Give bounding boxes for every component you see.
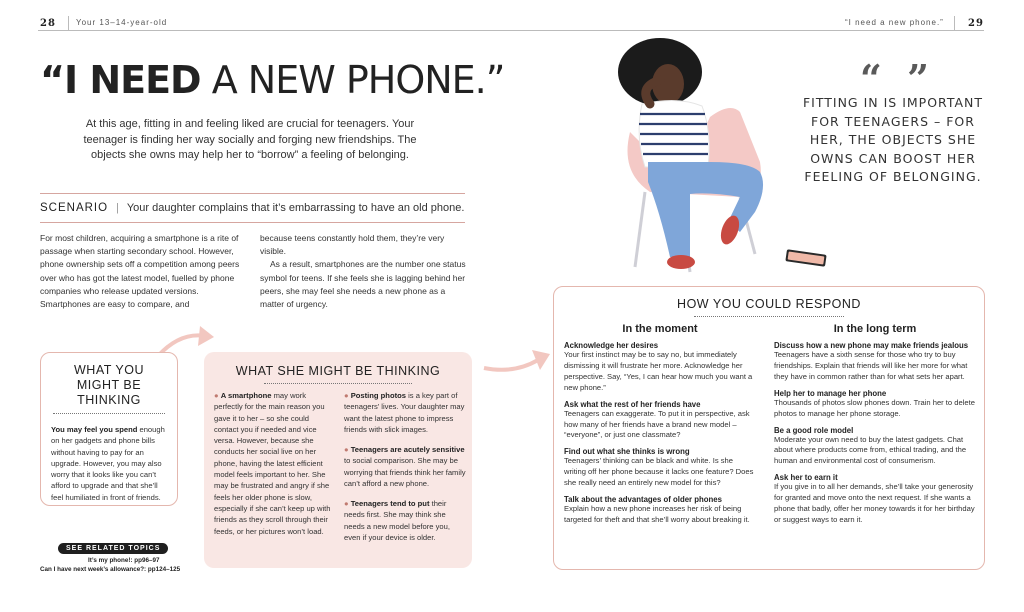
moment-item: Talk about the advantages of older phones Explain how a new phone increases her risk of being targeted for theft and that she’ll worry about breaking it.: [564, 495, 750, 524]
scenario-rule-top: [40, 193, 465, 194]
intro-paragraph: At this age, fitting in and feeling liked are crucial for teenagers. Your teenager is finding her way socially and forging new friendships. The objects she owns may help her to “borrow” a feeling of belonging.: [83, 118, 417, 161]
right-running-head: “I need a new phone.”: [845, 18, 944, 27]
box-body: enough on her gadgets and phone bills without having to pay for an upgrade. However, you may also worry that it looks like you can’t afford to upgrade and that she’ll feel humiliated in front of friends.: [51, 425, 165, 502]
see-related-topics-badge: SEE RELATED TOPICS: [58, 543, 168, 554]
scenario-rule-bottom: [40, 222, 465, 223]
title-bold: “I NEED: [40, 58, 201, 102]
in-the-moment-title: In the moment: [622, 323, 698, 335]
longterm-item: Help her to manage her phone Thousands of photos slow phones down. Train her to delete photos to manage her phone storage.: [774, 388, 975, 418]
she-item-4: ● Teenagers tend to put their needs first. She may think she needs a new model before you, even if your device is older.: [344, 499, 450, 542]
moment-item: Acknowledge her desires Your first instinct may be to say no, but immediately dismissing it will frustrate her more. Acknowledge her perspective. Say, “Yes, I can hear how much you want a new phone.”: [564, 341, 753, 392]
box-text: [51, 424, 167, 503]
related-topic-link[interactable]: It’s my phone!: pp96–97: [88, 557, 160, 564]
left-page-number: 28: [40, 18, 56, 29]
title-light: A NEW PHONE.”: [200, 58, 505, 102]
box-heading: WHAT SHE MIGHT BE THINKING: [235, 364, 441, 378]
longterm-item: Ask her to earn it If you give in to all her demands, she’ll take your generosity for granted and move onto the next request. If she wants a phone that badly, offer her money towards it for her birthday or suggest ways to earn it.: [774, 473, 975, 524]
box-lead: You may feel you spend: [51, 425, 138, 434]
how-you-could-respond-box: [553, 286, 985, 570]
she-item-2: ● Posting photos is a key part of teenagers’ lives. Your daughter may want the latest phone to impress friends with slick images.: [344, 391, 465, 434]
related-topic-link[interactable]: Can I have next week’s allowance?: pp124–125: [40, 566, 181, 573]
she-item-3: ● Teenagers are acutely sensitive to social comparison. She may be worrying that friends think her family can’t afford a new phone.: [344, 445, 466, 488]
longterm-item: Discuss how a new phone may make friends jealous Teenagers have a sixth sense for those who try to buy friendships. Explain that friends will like her more for what they have in common rather than for what sets her apart.: [774, 341, 969, 381]
what-you-might-be-thinking-box: [40, 352, 178, 506]
scenario-text: Your daughter complains that it’s embarrassing to have an old phone.: [126, 202, 465, 214]
dotted-divider: [264, 383, 412, 384]
body-column-1: For most children, acquiring a smartphone is a rite of passage when starting secondary school. However, phone ownership sets off a competition among peers over who has got the latest model, fuelled by phone companies who release updated versions. Smartphones are easy to compare, and: [40, 233, 240, 310]
box-heading: WHAT YOU MIGHT BE THINKING: [74, 363, 144, 407]
dotted-divider: [53, 413, 165, 414]
pull-quote: FITTING IN IS IMPORTANT FOR TEENAGERS – FOR HER, THE OBJECTS SHE OWNS CAN BOOST HER FEELING OF BELONGING.: [802, 95, 984, 184]
in-the-long-term-column: [774, 323, 976, 526]
dotted-divider: [694, 316, 844, 317]
flow-arrow-icon: [480, 340, 554, 380]
scenario: SCENARIO | Your daughter complains that it’s embarrassing to have an old phone.: [40, 202, 465, 214]
longterm-item: Be a good role model Moderate your own need to buy the latest gadgets. Chat about where products come from, ethical trading, and the human and environmental cost of consumerism.: [774, 425, 967, 466]
right-page-number: 29: [968, 18, 984, 29]
moment-item: Ask what the rest of her friends have Teenagers can exaggerate. To put it in perspective, ask how many of her friends have a brand new model – “everyone”, or just one classmate?: [564, 399, 750, 440]
header-separator: [954, 16, 955, 30]
phone-on-floor-icon: [780, 248, 832, 268]
what-she-might-be-thinking-box: [204, 352, 472, 568]
header-separator: [68, 16, 69, 30]
quote-mark-icon: “ ”: [860, 56, 935, 101]
body-column-2: [260, 232, 466, 311]
in-the-long-term-title: In the long term: [833, 323, 917, 335]
body-col2-para1: because teens constantly hold them, they’re very visible.: [260, 233, 445, 257]
in-the-moment-column: [564, 323, 756, 526]
she-item-1: ● A smartphone may work perfectly for the main reason you gave it to her – so she could contact you if needed and vice versa. However, because she conducts her social live on her phone, having the latest efficient model feels important to her. She may be frustrated and angry if she feels her older phone is slow, especially if she can’t keep up with friends as they scroll through their feeds, or her pictures won’t load.: [214, 391, 331, 536]
body-col2-para2: As a result, smartphones are the number one status symbol for teens. If she feels she is lagging behind her peers, she may feel she needs a new phone as a matter of urgency.: [260, 259, 466, 310]
header-rule: [38, 30, 984, 31]
box-heading: HOW YOU COULD RESPOND: [677, 297, 861, 311]
left-running-head: Your 13–14-year-old: [76, 18, 168, 27]
page-title: [40, 58, 505, 102]
scenario-label: SCENARIO: [40, 202, 109, 214]
moment-item: Find out what she thinks is wrong Teenagers’ thinking can be black and white. Is she writing off her phone because it lacks one feature? Does she really need an entirely new model for this?: [564, 447, 754, 488]
